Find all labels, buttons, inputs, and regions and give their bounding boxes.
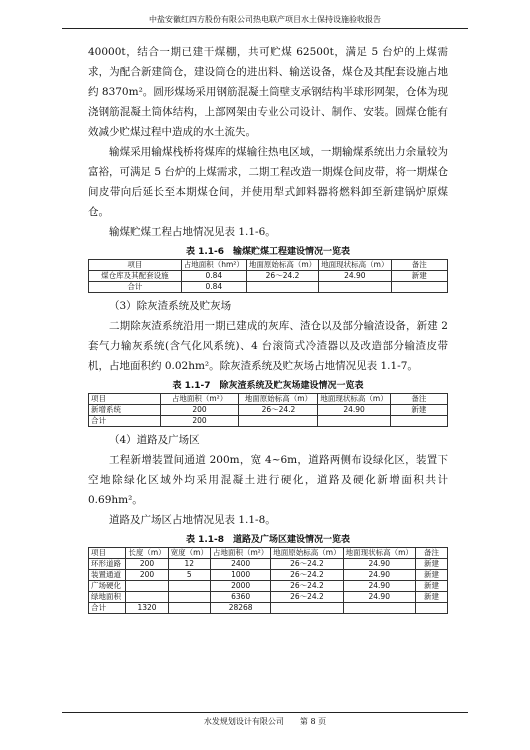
table-cell — [246, 282, 318, 293]
table-cell: 新建 — [415, 559, 447, 570]
table-cell: 200 — [160, 405, 239, 416]
table-header-cell: 宽度（m） — [168, 548, 210, 559]
table-cell: 24.90 — [343, 559, 415, 570]
table-cell — [168, 592, 210, 603]
table-cell: 28268 — [210, 603, 270, 614]
table-coal-storage — [88, 259, 448, 293]
table7-caption: 表 1.1-7 除灰渣系统及贮灰场建设情况一览表 — [172, 381, 364, 391]
paragraph-coal-conveying: 输煤采用输煤栈桥将煤库的煤输往热电区域，一期输煤系统出力余量较为富裕，可满足 5 台炉的上煤需求，二期工程改造一期煤仓间皮带，将一期煤仓间皮带向后延长至本期煤仓间，并使用犁式卸料器将燃料卸至新建锅炉原煤仓。 — [88, 146, 448, 218]
table-header-cell: 项目 — [89, 548, 126, 559]
table-header-cell: 地面现状标高（m） — [343, 548, 415, 559]
table-header-cell: 备注 — [390, 394, 447, 405]
table-cell: 新建 — [415, 570, 447, 581]
table-row — [89, 592, 448, 603]
table6-caption: 表 1.1-6 输煤贮煤工程建设情况一览表 — [185, 247, 351, 257]
table-cell: 新增系统 — [89, 405, 161, 416]
table-cell: 26～24.2 — [239, 405, 318, 416]
table-cell: 新建 — [391, 271, 448, 282]
table-cell — [168, 603, 210, 614]
section-heading-roads: （4）道路及广场区 — [109, 434, 200, 446]
table-cell — [271, 603, 343, 614]
table-cell: 24.90 — [343, 581, 415, 592]
table-cell: 200 — [126, 570, 168, 581]
table-cell: 24.90 — [343, 570, 415, 581]
table-cell: 200 — [160, 416, 239, 427]
table-header-row — [89, 548, 448, 559]
table-cell — [343, 603, 415, 614]
table8-caption: 表 1.1-8 道路及广场区建设情况一览表 — [185, 535, 351, 545]
table-cell: 24.90 — [318, 405, 390, 416]
paragraph-ash-system: 二期除灰渣系统沿用一期已建成的灰库、渣仓以及部分输渣设备，新建 2 套气力输灰系统(含气化风系统)、4 台滚筒式冷渣器以及改造部分输渣皮带机，占地面积约 0.02hm²。除灰渣系统及贮灰场占地情况见表 1.1-7。 — [88, 320, 448, 372]
page-header: 中盐安徽红四方股份有限公司热电联产项目水土保持设施验收报告 — [62, 14, 468, 29]
table-header-cell: 长度（m） — [126, 548, 168, 559]
table-cell: 2400 — [210, 559, 270, 570]
table-cell: 0.84 — [181, 271, 246, 282]
table-cell: 5 — [168, 570, 210, 581]
table-row — [89, 405, 448, 416]
table-header-cell: 占地面积（hm²） — [181, 260, 246, 271]
table-header-cell: 项目 — [89, 394, 161, 405]
table-cell: 环形道路 — [89, 559, 126, 570]
table-cell: 24.90 — [319, 271, 391, 282]
table-cell: 2000 — [210, 581, 270, 592]
paragraph-table8-ref: 道路及广场区占地情况见表 1.1-8。 — [109, 514, 276, 526]
table-row — [89, 559, 448, 570]
paragraph-coal-storage: 40000t，结合一期已建干煤棚，共可贮煤 62500t，满足 5 台炉的上煤需求，为配合新建筒仓，建设筒仓的进出料、输送设备，煤仓及其配套设施占地约 8370m²。圆形煤场采用钢筋混凝土筒壁支承钢结构半球形网架，仓体为现浇钢筋混凝土筒体结构，上部网架由专业公司设计、制作、安装。圆煤仓能有效减少贮煤过程中造成的水土流失。 — [88, 46, 448, 138]
table-ash-system — [88, 393, 448, 427]
table-header-cell: 地面原始标高（m） — [246, 260, 318, 271]
table-cell: 合计 — [89, 282, 182, 293]
table-header-row — [89, 260, 448, 271]
paragraph-roads: 工程新增装置间通道 200m，宽 4~6m，道路两侧布设绿化区，装置下空地除绿化区域外均采用混凝土进行硬化，道路及硬化新增面积共计 0.69hm²。 — [88, 454, 448, 506]
table-cell — [239, 416, 318, 427]
table-cell — [319, 282, 391, 293]
page-footer: 水发规划设计有限公司 第 8 页 — [62, 712, 468, 727]
table-cell: 26～24.2 — [271, 559, 343, 570]
table-row — [89, 570, 448, 581]
table-cell: 新建 — [415, 581, 447, 592]
table-cell: 绿地面积 — [89, 592, 126, 603]
table-header-cell: 地面原始标高（m） — [239, 394, 318, 405]
table-cell: 合计 — [89, 603, 126, 614]
table-header-cell: 备注 — [391, 260, 448, 271]
table-cell: 煤仓库及其配套设施 — [89, 271, 182, 282]
table-cell: 装置通道 — [89, 570, 126, 581]
table-cell: 广场硬化 — [89, 581, 126, 592]
table-cell: 26～24.2 — [271, 570, 343, 581]
table-cell: 新建 — [415, 592, 447, 603]
table-cell: 合计 — [89, 416, 161, 427]
table-header-cell: 占地面积（m²） — [210, 548, 270, 559]
table-cell: 200 — [126, 559, 168, 570]
table-cell: 新建 — [390, 405, 447, 416]
table-cell: 26～24.2 — [271, 581, 343, 592]
table-cell: 0.84 — [181, 282, 246, 293]
table-row — [89, 581, 448, 592]
table-cell: 26～24.2 — [271, 592, 343, 603]
table-header-cell: 项目 — [89, 260, 182, 271]
table-cell: 6360 — [210, 592, 270, 603]
table-cell: 12 — [168, 559, 210, 570]
section-heading-ash-system: （3）除灰渣系统及贮灰场 — [109, 300, 232, 312]
table-row — [89, 416, 448, 427]
table-cell — [126, 581, 168, 592]
table-cell: 24.90 — [343, 592, 415, 603]
table-header-cell: 地面现状标高（m） — [319, 260, 391, 271]
table-cell — [390, 416, 447, 427]
table-header-cell: 备注 — [415, 548, 447, 559]
table-row — [89, 282, 448, 293]
table-cell — [415, 603, 447, 614]
table-cell: 1320 — [126, 603, 168, 614]
table-cell: 1000 — [210, 570, 270, 581]
table-header-cell: 地面现状标高（m） — [318, 394, 390, 405]
table-cell — [126, 592, 168, 603]
paragraph-table6-ref: 输煤贮煤工程占地情况见表 1.1-6。 — [109, 226, 276, 238]
table-roads — [88, 547, 448, 614]
table-cell: 26～24.2 — [246, 271, 318, 282]
table-cell — [168, 581, 210, 592]
table-header-cell: 地面原始标高（m） — [271, 548, 343, 559]
table-row — [89, 603, 448, 614]
table-cell — [318, 416, 390, 427]
table-header-cell: 占地面积（m²） — [160, 394, 239, 405]
table-header-row — [89, 394, 448, 405]
table-row — [89, 271, 448, 282]
table-cell — [391, 282, 448, 293]
page-content — [88, 42, 448, 617]
